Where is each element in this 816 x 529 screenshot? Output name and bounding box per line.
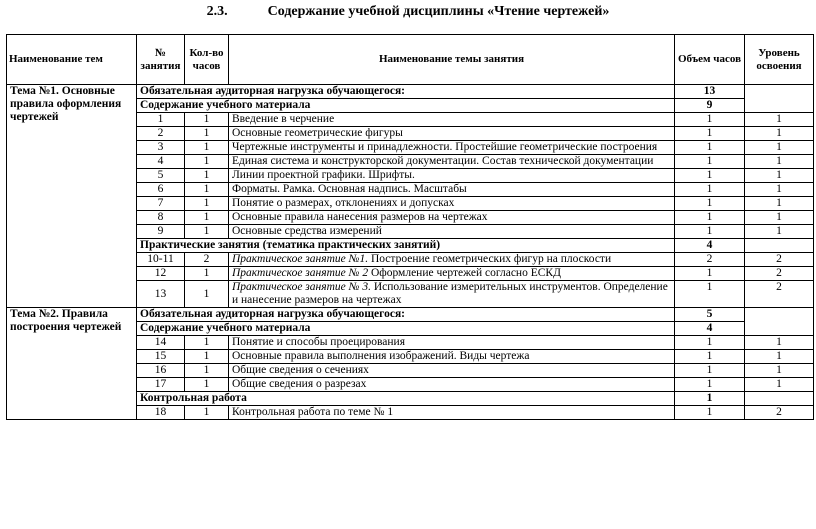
document-title — [0, 3, 816, 21]
lesson-title: Единая система и конструкторской документации. Состав технической документации — [232, 155, 654, 167]
header-hours: Кол-во часов — [185, 35, 229, 85]
lesson-volume: 1 — [675, 225, 745, 239]
topic2-load-row — [7, 308, 814, 322]
lesson-volume: 1 — [675, 281, 745, 308]
topic2-content-row-level — [745, 322, 814, 336]
practice-label: Практическое занятие № 3. — [232, 281, 371, 293]
lesson-name — [229, 253, 675, 267]
lesson-number: 14 — [137, 336, 185, 350]
topic1-content-hours: 9 — [675, 99, 745, 113]
lesson-level: 1 — [745, 127, 814, 141]
lesson-hours: 1 — [185, 225, 229, 239]
lesson-level: 1 — [745, 336, 814, 350]
lesson-name — [229, 350, 675, 364]
lesson-hours: 2 — [185, 253, 229, 267]
lesson-volume: 1 — [675, 141, 745, 155]
lesson-hours: 1 — [185, 155, 229, 169]
topic1-content-label: Содержание учебного материала — [137, 99, 675, 113]
practice-label: Практическое занятие №1. — [232, 253, 369, 265]
header-volume: Объем часов — [675, 35, 745, 85]
lesson-title: Основные правила выполнения изображений. Виды чертежа — [232, 350, 530, 362]
lesson-title: Контрольная работа по теме № 1 — [232, 406, 394, 418]
topic2-content-row-label: Содержание учебного материала — [137, 322, 675, 336]
lesson-title: Основные геометрические фигуры — [232, 127, 403, 139]
lesson-title: Основные правила нанесения размеров на чертежах — [232, 211, 488, 223]
lesson-volume: 1 — [675, 364, 745, 378]
topic2-control-row-level — [745, 392, 814, 406]
lesson-level: 1 — [745, 197, 814, 211]
topic1-level-blank — [745, 85, 814, 99]
lesson-hours: 1 — [185, 169, 229, 183]
lesson-level: 1 — [745, 169, 814, 183]
lesson-volume: 1 — [675, 197, 745, 211]
lesson-number: 13 — [137, 281, 185, 308]
topic2-level-blank — [745, 308, 814, 322]
lesson-number: 4 — [137, 155, 185, 169]
lesson-name — [229, 336, 675, 350]
topic1-practice-row-label: Практические занятия (тематика практических занятий) — [137, 239, 675, 253]
lesson-hours: 1 — [185, 127, 229, 141]
lesson-hours: 1 — [185, 406, 229, 420]
lesson-level: 2 — [745, 267, 814, 281]
lesson-title: Понятие и способы проецирования — [232, 336, 405, 348]
lesson-number: 9 — [137, 225, 185, 239]
lesson-number: 1 — [137, 113, 185, 127]
lesson-number: 12 — [137, 267, 185, 281]
lesson-hours: 1 — [185, 378, 229, 392]
lesson-title: Понятие о размерах, отклонениях и допусках — [232, 197, 455, 209]
topic2-content-row-hours: 4 — [675, 322, 745, 336]
lesson-level: 1 — [745, 183, 814, 197]
header-lesson-name: Наименование темы занятия — [229, 35, 675, 85]
lesson-level: 1 — [745, 378, 814, 392]
lesson-number: 15 — [137, 350, 185, 364]
lesson-volume: 1 — [675, 350, 745, 364]
lesson-name — [229, 281, 675, 308]
lesson-number: 7 — [137, 197, 185, 211]
lesson-title: Форматы. Рамка. Основная надпись. Масштабы — [232, 183, 467, 195]
section-number: 2.3. — [206, 4, 228, 19]
lesson-name — [229, 141, 675, 155]
topic2-control-row-hours: 1 — [675, 392, 745, 406]
lesson-volume: 2 — [675, 253, 745, 267]
lesson-title: Оформление чертежей согласно ЕСКД — [368, 267, 561, 279]
lesson-title: Построение геометрических фигур на плоскости — [368, 253, 612, 265]
topic1-load-hours: 13 — [675, 85, 745, 99]
lesson-volume: 1 — [675, 183, 745, 197]
lesson-hours: 1 — [185, 336, 229, 350]
lesson-name — [229, 378, 675, 392]
lesson-hours: 1 — [185, 113, 229, 127]
topic1-section — [7, 85, 814, 308]
lesson-title: Общие сведения о сечениях — [232, 364, 369, 376]
lesson-title: Общие сведения о разрезах — [232, 378, 367, 390]
lesson-number: 2 — [137, 127, 185, 141]
lesson-level: 2 — [745, 281, 814, 308]
lesson-name — [229, 155, 675, 169]
lesson-title: Основные средства измерений — [232, 225, 382, 237]
topic1-name: Тема №1. Основные правила оформления чертежей — [7, 85, 137, 308]
lesson-volume: 1 — [675, 267, 745, 281]
lesson-title: Использование измерительных инструментов. Определение и нанесение размеров на чертежах — [232, 281, 668, 306]
lesson-level: 1 — [745, 113, 814, 127]
header-topic: Наименование тем — [7, 35, 137, 85]
lesson-hours: 1 — [185, 141, 229, 155]
lesson-name — [229, 183, 675, 197]
lesson-volume: 1 — [675, 336, 745, 350]
topic1-practice-row-hours: 4 — [675, 239, 745, 253]
lesson-hours: 1 — [185, 281, 229, 308]
header-level: Уровень освоения — [745, 35, 814, 85]
lesson-name — [229, 406, 675, 420]
lesson-hours: 1 — [185, 211, 229, 225]
lesson-volume: 1 — [675, 127, 745, 141]
lesson-volume: 1 — [675, 113, 745, 127]
lesson-volume: 1 — [675, 155, 745, 169]
lesson-number: 5 — [137, 169, 185, 183]
lesson-title: Чертежные инструменты и принадлежности. Простейшие геометрические построения — [232, 141, 658, 153]
lesson-name — [229, 197, 675, 211]
topic1-load-label: Обязательная аудиторная нагрузка обучающегося: — [137, 85, 675, 99]
lesson-level: 1 — [745, 364, 814, 378]
lesson-name — [229, 364, 675, 378]
curriculum-table — [6, 34, 814, 420]
lesson-name — [229, 211, 675, 225]
topic2-control-row-label: Контрольная работа — [137, 392, 675, 406]
lesson-hours: 1 — [185, 183, 229, 197]
topic2-load-label: Обязательная аудиторная нагрузка обучающегося: — [137, 308, 675, 322]
lesson-level: 1 — [745, 350, 814, 364]
lesson-volume: 1 — [675, 211, 745, 225]
lesson-hours: 1 — [185, 197, 229, 211]
lesson-level: 2 — [745, 253, 814, 267]
lesson-level: 1 — [745, 141, 814, 155]
lesson-hours: 1 — [185, 350, 229, 364]
lesson-volume: 1 — [675, 406, 745, 420]
lesson-volume: 1 — [675, 378, 745, 392]
lesson-name — [229, 113, 675, 127]
lesson-number: 6 — [137, 183, 185, 197]
lesson-name — [229, 267, 675, 281]
header-row — [7, 35, 814, 85]
lesson-number: 16 — [137, 364, 185, 378]
topic2-load-hours: 5 — [675, 308, 745, 322]
header-lesson-no: № занятия — [137, 35, 185, 85]
lesson-level: 1 — [745, 225, 814, 239]
lesson-name — [229, 225, 675, 239]
topic2-section — [7, 308, 814, 420]
lesson-number: 18 — [137, 406, 185, 420]
lesson-number: 17 — [137, 378, 185, 392]
lesson-level: 1 — [745, 211, 814, 225]
topic1-level-blank-2 — [745, 99, 814, 113]
topic1-practice-row-level — [745, 239, 814, 253]
lesson-number: 3 — [137, 141, 185, 155]
lesson-title: Линии проектной графики. Шрифты. — [232, 169, 415, 181]
lesson-name — [229, 127, 675, 141]
topic1-load-row — [7, 85, 814, 99]
lesson-level: 1 — [745, 155, 814, 169]
lesson-name — [229, 169, 675, 183]
practice-label: Практическое занятие № 2 — [232, 267, 369, 279]
lesson-level: 2 — [745, 406, 814, 420]
section-title: Содержание учебной дисциплины «Чтение чертежей» — [267, 4, 610, 19]
lesson-number: 10-11 — [137, 253, 185, 267]
lesson-volume: 1 — [675, 169, 745, 183]
lesson-title: Введение в черчение — [232, 113, 335, 125]
topic2-name: Тема №2. Правила построения чертежей — [7, 308, 137, 420]
lesson-hours: 1 — [185, 267, 229, 281]
lesson-number: 8 — [137, 211, 185, 225]
lesson-hours: 1 — [185, 364, 229, 378]
